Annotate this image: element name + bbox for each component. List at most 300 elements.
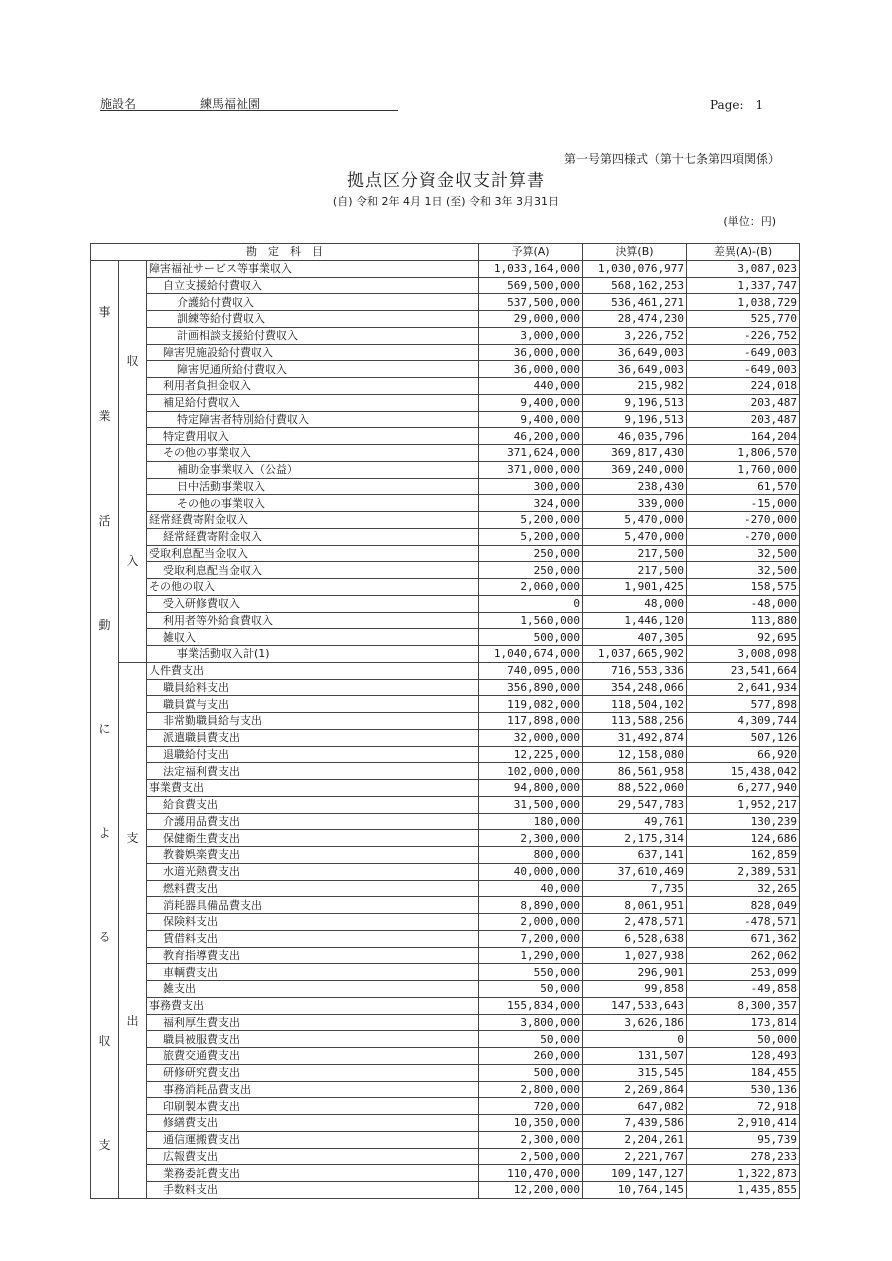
actual-value: 9,196,513	[583, 394, 687, 411]
table-row	[91, 713, 800, 730]
account-name: 賃借料支出	[147, 930, 479, 947]
diff-value: 23,541,664	[687, 662, 800, 679]
actual-value: 315,545	[583, 1064, 687, 1081]
budget-value: 36,000,000	[479, 344, 583, 361]
actual-value: 12,158,080	[583, 746, 687, 763]
table-row	[91, 914, 800, 931]
table-row	[91, 260, 800, 277]
budget-value: 180,000	[479, 813, 583, 830]
account-name: 手数料支出	[147, 1182, 479, 1199]
diff-value: 1,760,000	[687, 461, 800, 478]
budget-value: 720,000	[479, 1098, 583, 1115]
actual-value: 28,474,230	[583, 311, 687, 328]
budget-value: 250,000	[479, 562, 583, 579]
budget-value: 2,300,000	[479, 830, 583, 847]
account-name: 保険料支出	[147, 914, 479, 931]
table-row	[91, 461, 800, 478]
section-label-char: 事	[98, 305, 111, 320]
table-row	[91, 478, 800, 495]
actual-value: 716,553,336	[583, 662, 687, 679]
expense-label-char: 出	[126, 1014, 139, 1029]
table-row	[91, 964, 800, 981]
actual-value: 354,248,066	[583, 679, 687, 696]
actual-value: 2,221,767	[583, 1148, 687, 1165]
account-name: 業務委託費支出	[147, 1165, 479, 1182]
actual-value: 7,439,586	[583, 1115, 687, 1132]
budget-value: 356,890,000	[479, 679, 583, 696]
budget-value: 440,000	[479, 378, 583, 395]
actual-value: 2,269,864	[583, 1081, 687, 1098]
budget-value: 5,200,000	[479, 512, 583, 529]
account-name: 雑支出	[147, 981, 479, 998]
table-row	[91, 1165, 800, 1182]
table-row	[91, 679, 800, 696]
diff-value: 15,438,042	[687, 763, 800, 780]
table-row	[91, 428, 800, 445]
diff-value: 3,087,023	[687, 260, 800, 277]
diff-value: 61,570	[687, 478, 800, 495]
diff-value: 828,049	[687, 897, 800, 914]
page-number: Page: 1	[710, 98, 764, 112]
actual-value: 1,901,425	[583, 579, 687, 596]
diff-value: 1,337,747	[687, 277, 800, 294]
actual-value: 36,649,003	[583, 344, 687, 361]
account-name: 印刷製本費支出	[147, 1098, 479, 1115]
diff-value: -649,003	[687, 344, 800, 361]
diff-value: 130,239	[687, 813, 800, 830]
account-name: 事業活動収入計(1)	[147, 646, 479, 663]
diff-value: 203,487	[687, 394, 800, 411]
budget-value: 50,000	[479, 1031, 583, 1048]
budget-value: 40,000	[479, 880, 583, 897]
diff-value: -270,000	[687, 512, 800, 529]
diff-value: 32,265	[687, 880, 800, 897]
budget-value: 569,500,000	[479, 277, 583, 294]
actual-value: 238,430	[583, 478, 687, 495]
account-name: 障害児施設給付費収入	[147, 344, 479, 361]
section-label-char: 活	[98, 513, 111, 528]
table-row	[91, 361, 800, 378]
table-row	[91, 1098, 800, 1115]
table-row	[91, 729, 800, 746]
table-row	[91, 562, 800, 579]
col-header-budget: 予算(A)	[479, 244, 583, 261]
actual-value: 215,982	[583, 378, 687, 395]
account-name: 障害児通所給付費収入	[147, 361, 479, 378]
actual-value: 99,858	[583, 981, 687, 998]
budget-value: 31,500,000	[479, 796, 583, 813]
table-row	[91, 1048, 800, 1065]
diff-value: 124,686	[687, 830, 800, 847]
budget-value: 3,800,000	[479, 1014, 583, 1031]
account-name: 車輌費支出	[147, 964, 479, 981]
budget-value: 12,200,000	[479, 1182, 583, 1199]
account-name: 受入研修費収入	[147, 595, 479, 612]
form-note: 第一号第四様式（第十七条第四項関係）	[563, 152, 780, 166]
table-row	[91, 528, 800, 545]
fiscal-period: (自) 令和 2年 4月 1日 (至) 令和 3年 3月31日	[332, 195, 560, 208]
diff-value: -226,752	[687, 327, 800, 344]
actual-value: 29,547,783	[583, 796, 687, 813]
account-name: 特定費用収入	[147, 428, 479, 445]
actual-value: 3,626,186	[583, 1014, 687, 1031]
table-row	[91, 780, 800, 797]
income-label-char: 収	[126, 353, 139, 368]
table-row	[91, 1115, 800, 1132]
table-row	[91, 1014, 800, 1031]
diff-value: 3,008,098	[687, 646, 800, 663]
table-row	[91, 847, 800, 864]
account-name: 利用者負担金収入	[147, 378, 479, 395]
diff-value: 95,739	[687, 1131, 800, 1148]
table-row	[91, 595, 800, 612]
income-label-char: 入	[126, 554, 139, 568]
diff-value: 158,575	[687, 579, 800, 596]
table-row	[91, 311, 800, 328]
actual-value: 37,610,469	[583, 863, 687, 880]
account-name: 福利厚生費支出	[147, 1014, 479, 1031]
actual-value: 369,817,430	[583, 445, 687, 462]
budget-value: 1,040,674,000	[479, 646, 583, 663]
actual-value: 5,470,000	[583, 512, 687, 529]
account-name: 補足給付費収入	[147, 394, 479, 411]
table-row	[91, 344, 800, 361]
actual-value: 536,461,271	[583, 294, 687, 311]
budget-value: 800,000	[479, 847, 583, 864]
table-row	[91, 394, 800, 411]
budget-value: 500,000	[479, 629, 583, 646]
diff-value: 4,309,744	[687, 713, 800, 730]
cash-flow-table	[90, 243, 800, 1199]
table-row	[91, 512, 800, 529]
table-row	[91, 796, 800, 813]
diff-value: 113,880	[687, 612, 800, 629]
actual-value: 7,735	[583, 880, 687, 897]
diff-value: 72,918	[687, 1098, 800, 1115]
facility-label: 施設名	[100, 97, 137, 111]
diff-value: 671,362	[687, 930, 800, 947]
budget-value: 3,000,000	[479, 327, 583, 344]
diff-value: 32,500	[687, 562, 800, 579]
actual-value: 407,305	[583, 629, 687, 646]
account-name: 人件費支出	[147, 662, 479, 679]
diff-value: 525,770	[687, 311, 800, 328]
account-name: 介護給付費収入	[147, 294, 479, 311]
diff-value: 173,814	[687, 1014, 800, 1031]
actual-value: 118,504,102	[583, 696, 687, 713]
facility-name: 練馬福祉園	[200, 97, 261, 111]
diff-value: -48,000	[687, 595, 800, 612]
budget-value: 7,200,000	[479, 930, 583, 947]
col-header-actual: 決算(B)	[583, 244, 687, 261]
account-name: その他の収入	[147, 579, 479, 596]
budget-value: 537,500,000	[479, 294, 583, 311]
actual-value: 568,162,253	[583, 277, 687, 294]
account-name: 経常経費寄附金収入	[147, 512, 479, 529]
diff-value: 1,952,217	[687, 796, 800, 813]
table-row	[91, 746, 800, 763]
diff-value: -15,000	[687, 495, 800, 512]
budget-value: 46,200,000	[479, 428, 583, 445]
actual-value: 3,226,752	[583, 327, 687, 344]
diff-value: 2,910,414	[687, 1115, 800, 1132]
diff-value: 530,136	[687, 1081, 800, 1098]
account-name: 計画相談支援給付費収入	[147, 327, 479, 344]
table-row	[91, 629, 800, 646]
budget-value: 1,290,000	[479, 947, 583, 964]
budget-value: 29,000,000	[479, 311, 583, 328]
account-name: 利用者等外給食費収入	[147, 612, 479, 629]
account-name: 事務消耗品費支出	[147, 1081, 479, 1098]
actual-value: 339,000	[583, 495, 687, 512]
document-title: 拠点区分資金収支計算書	[347, 171, 545, 191]
section-label-char: 動	[98, 617, 111, 632]
budget-value: 0	[479, 595, 583, 612]
section-label-char: 収	[98, 1034, 111, 1049]
account-name: 教養娯楽費支出	[147, 847, 479, 864]
actual-value: 31,492,874	[583, 729, 687, 746]
actual-value: 9,196,513	[583, 411, 687, 428]
table-row	[91, 997, 800, 1014]
table-row	[91, 1148, 800, 1165]
table-row	[91, 612, 800, 629]
table-row	[91, 981, 800, 998]
table-row	[91, 545, 800, 562]
table-row	[91, 1064, 800, 1081]
account-name: 広報費支出	[147, 1148, 479, 1165]
diff-value: 6,277,940	[687, 780, 800, 797]
account-name: 保健衛生費支出	[147, 830, 479, 847]
actual-value: 1,446,120	[583, 612, 687, 629]
table-row	[91, 1131, 800, 1148]
table-row	[91, 863, 800, 880]
diff-value: 32,500	[687, 545, 800, 562]
diff-value: 1,038,729	[687, 294, 800, 311]
account-name: 修繕費支出	[147, 1115, 479, 1132]
diff-value: 1,435,855	[687, 1182, 800, 1199]
account-name: 派遣職員費支出	[147, 729, 479, 746]
diff-value: 203,487	[687, 411, 800, 428]
budget-value: 40,000,000	[479, 863, 583, 880]
budget-value: 9,400,000	[479, 394, 583, 411]
diff-value: 1,806,570	[687, 445, 800, 462]
table-row	[91, 495, 800, 512]
table-row	[91, 813, 800, 830]
actual-value: 113,588,256	[583, 713, 687, 730]
diff-value: 164,204	[687, 428, 800, 445]
actual-value: 1,027,938	[583, 947, 687, 964]
actual-value: 49,761	[583, 813, 687, 830]
actual-value: 86,561,958	[583, 763, 687, 780]
actual-value: 2,175,314	[583, 830, 687, 847]
account-name: 事務費支出	[147, 997, 479, 1014]
actual-value: 5,470,000	[583, 528, 687, 545]
actual-value: 36,649,003	[583, 361, 687, 378]
table-row	[91, 1081, 800, 1098]
actual-value: 131,507	[583, 1048, 687, 1065]
col-header-diff: 差異(A)-(B)	[687, 244, 800, 261]
actual-value: 6,528,638	[583, 930, 687, 947]
table-row	[91, 763, 800, 780]
diff-value: 128,493	[687, 1048, 800, 1065]
account-name: 水道光熱費支出	[147, 863, 479, 880]
actual-value: 2,478,571	[583, 914, 687, 931]
actual-value: 46,035,796	[583, 428, 687, 445]
account-name: 燃料費支出	[147, 880, 479, 897]
table-header-row	[91, 244, 800, 261]
diff-value: -478,571	[687, 914, 800, 931]
budget-value: 300,000	[479, 478, 583, 495]
diff-value: -49,858	[687, 981, 800, 998]
unit-note: (単位：円)	[723, 215, 776, 228]
account-name: 教育指導費支出	[147, 947, 479, 964]
table-row	[91, 662, 800, 679]
budget-value: 500,000	[479, 1064, 583, 1081]
account-name: その他の事業収入	[147, 445, 479, 462]
budget-value: 94,800,000	[479, 780, 583, 797]
table-row	[91, 277, 800, 294]
account-name: 旅費交通費支出	[147, 1048, 479, 1065]
group-label-expense	[119, 662, 147, 1198]
budget-value: 119,082,000	[479, 696, 583, 713]
actual-value: 369,240,000	[583, 461, 687, 478]
section-label-char: 業	[98, 409, 111, 424]
budget-value: 5,200,000	[479, 528, 583, 545]
budget-value: 8,890,000	[479, 897, 583, 914]
account-name: 給食費支出	[147, 796, 479, 813]
budget-value: 9,400,000	[479, 411, 583, 428]
actual-value: 0	[583, 1031, 687, 1048]
diff-value: 162,859	[687, 847, 800, 864]
actual-value: 88,522,060	[583, 780, 687, 797]
budget-value: 36,000,000	[479, 361, 583, 378]
budget-value: 550,000	[479, 964, 583, 981]
table-row	[91, 897, 800, 914]
diff-value: 2,641,934	[687, 679, 800, 696]
diff-value: 1,322,873	[687, 1165, 800, 1182]
actual-value: 1,037,665,902	[583, 646, 687, 663]
facility-underline	[100, 110, 398, 111]
account-name: 経常経費寄附金収入	[147, 528, 479, 545]
account-name: 研修研究費支出	[147, 1064, 479, 1081]
table-row	[91, 378, 800, 395]
diff-value: 92,695	[687, 629, 800, 646]
actual-value: 2,204,261	[583, 1131, 687, 1148]
budget-value: 110,470,000	[479, 1165, 583, 1182]
budget-value: 12,225,000	[479, 746, 583, 763]
diff-value: 278,233	[687, 1148, 800, 1165]
group-label-income	[119, 260, 147, 662]
account-name: 日中活動事業収入	[147, 478, 479, 495]
diff-value: 577,898	[687, 696, 800, 713]
section-label-char: 支	[98, 1138, 111, 1153]
account-name: 雑収入	[147, 629, 479, 646]
account-name: 退職給付支出	[147, 746, 479, 763]
account-name: 特定障害者特別給付費収入	[147, 411, 479, 428]
diff-value: 507,126	[687, 729, 800, 746]
table-row	[91, 930, 800, 947]
account-name: 訓練等給付費収入	[147, 311, 479, 328]
col-header-account: 勘 定 科 目	[91, 244, 479, 261]
account-name: 消耗器具備品費支出	[147, 897, 479, 914]
account-name: 職員賞与支出	[147, 696, 479, 713]
account-name: 受取利息配当金収入	[147, 545, 479, 562]
table-row	[91, 1031, 800, 1048]
actual-value: 217,500	[583, 562, 687, 579]
budget-value: 371,000,000	[479, 461, 583, 478]
budget-value: 50,000	[479, 981, 583, 998]
actual-value: 637,141	[583, 847, 687, 864]
budget-value: 10,350,000	[479, 1115, 583, 1132]
table-row	[91, 294, 800, 311]
budget-value: 260,000	[479, 1048, 583, 1065]
diff-value: -270,000	[687, 528, 800, 545]
account-name: 介護用品費支出	[147, 813, 479, 830]
diff-value: 224,018	[687, 378, 800, 395]
account-name: 非常勤職員給与支出	[147, 713, 479, 730]
diff-value: -649,003	[687, 361, 800, 378]
budget-value: 324,000	[479, 495, 583, 512]
account-name: 補助金事業収入（公益）	[147, 461, 479, 478]
account-name: 自立支援給付費収入	[147, 277, 479, 294]
budget-value: 250,000	[479, 545, 583, 562]
actual-value: 8,061,951	[583, 897, 687, 914]
actual-value: 1,030,076,977	[583, 260, 687, 277]
table-row	[91, 327, 800, 344]
section-label-char: よ	[98, 825, 111, 840]
account-name: 法定福利費支出	[147, 763, 479, 780]
section-label-char: に	[98, 721, 111, 736]
account-name: 職員被服費支出	[147, 1031, 479, 1048]
table-row	[91, 696, 800, 713]
budget-value: 32,000,000	[479, 729, 583, 746]
account-name: 受取利息配当金収入	[147, 562, 479, 579]
diff-value: 253,099	[687, 964, 800, 981]
actual-value: 109,147,127	[583, 1165, 687, 1182]
budget-value: 2,060,000	[479, 579, 583, 596]
budget-value: 2,800,000	[479, 1081, 583, 1098]
diff-value: 262,062	[687, 947, 800, 964]
section-label-business-activity	[91, 260, 119, 1198]
diff-value: 8,300,357	[687, 997, 800, 1014]
table-row	[91, 411, 800, 428]
diff-value: 66,920	[687, 746, 800, 763]
diff-value: 184,455	[687, 1064, 800, 1081]
account-name: 通信運搬費支出	[147, 1131, 479, 1148]
budget-value: 1,033,164,000	[479, 260, 583, 277]
account-name: 事業費支出	[147, 780, 479, 797]
table-row	[91, 947, 800, 964]
table-row	[91, 880, 800, 897]
actual-value: 10,764,145	[583, 1182, 687, 1199]
budget-value: 155,834,000	[479, 997, 583, 1014]
actual-value: 296,901	[583, 964, 687, 981]
table-row	[91, 579, 800, 596]
budget-value: 740,095,000	[479, 662, 583, 679]
budget-value: 117,898,000	[479, 713, 583, 730]
diff-value: 50,000	[687, 1031, 800, 1048]
budget-value: 2,500,000	[479, 1148, 583, 1165]
table-row	[91, 445, 800, 462]
actual-value: 147,533,643	[583, 997, 687, 1014]
actual-value: 217,500	[583, 545, 687, 562]
budget-value: 2,000,000	[479, 914, 583, 931]
section-label-char: る	[98, 929, 111, 944]
expense-label-char: 支	[126, 831, 139, 846]
account-name: その他の事業収入	[147, 495, 479, 512]
actual-value: 647,082	[583, 1098, 687, 1115]
budget-value: 371,624,000	[479, 445, 583, 462]
